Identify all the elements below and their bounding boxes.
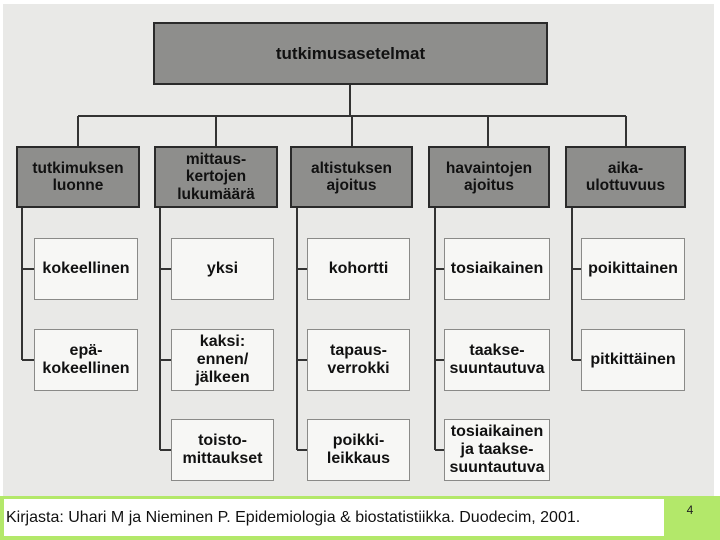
category-header-havaintojen-ajoitus: havaintojen ajoitus	[428, 146, 550, 208]
root-box: tutkimusasetelmat	[153, 22, 548, 85]
item-tosiaikainen: tosiaikainen	[444, 238, 550, 300]
item-kohortti: kohortti	[307, 238, 410, 300]
item-poikittainen: poikittainen	[581, 238, 685, 300]
page-number: 4	[686, 503, 694, 517]
item-taaksesuuntautuva: taakse- suuntautuva	[444, 329, 550, 391]
item-kaksi-ennen-jalkeen: kaksi: ennen/ jälkeen	[171, 329, 274, 391]
category-header-aikaulottuvuus: aika- ulottuvuus	[565, 146, 686, 208]
item-tosiaikainen-ja-taaksesuuntautuva: tosiaikainen ja taakse- suuntautuva	[444, 419, 550, 481]
citation-text: Kirjasta: Uhari M ja Nieminen P. Epidemiologia & biostatistiikka. Duodecim, 2001.	[4, 499, 664, 536]
item-poikkileikkaus: poikki- leikkaus	[307, 419, 410, 481]
category-header-tutkimuksen-luonne: tutkimuksen luonne	[16, 146, 140, 208]
category-header-altistuksen-ajoitus: altistuksen ajoitus	[290, 146, 413, 208]
item-toistomittaukset: toisto- mittaukset	[171, 419, 274, 481]
item-tapausverrokki: tapaus- verrokki	[307, 329, 410, 391]
item-yksi: yksi	[171, 238, 274, 300]
item-pitkittainen: pitkittäinen	[581, 329, 685, 391]
category-header-mittauskertojen-lukumaara: mittaus- kertojen lukumäärä	[154, 146, 278, 208]
item-epakokeellinen: epä- kokeellinen	[34, 329, 138, 391]
item-kokeellinen: kokeellinen	[34, 238, 138, 300]
